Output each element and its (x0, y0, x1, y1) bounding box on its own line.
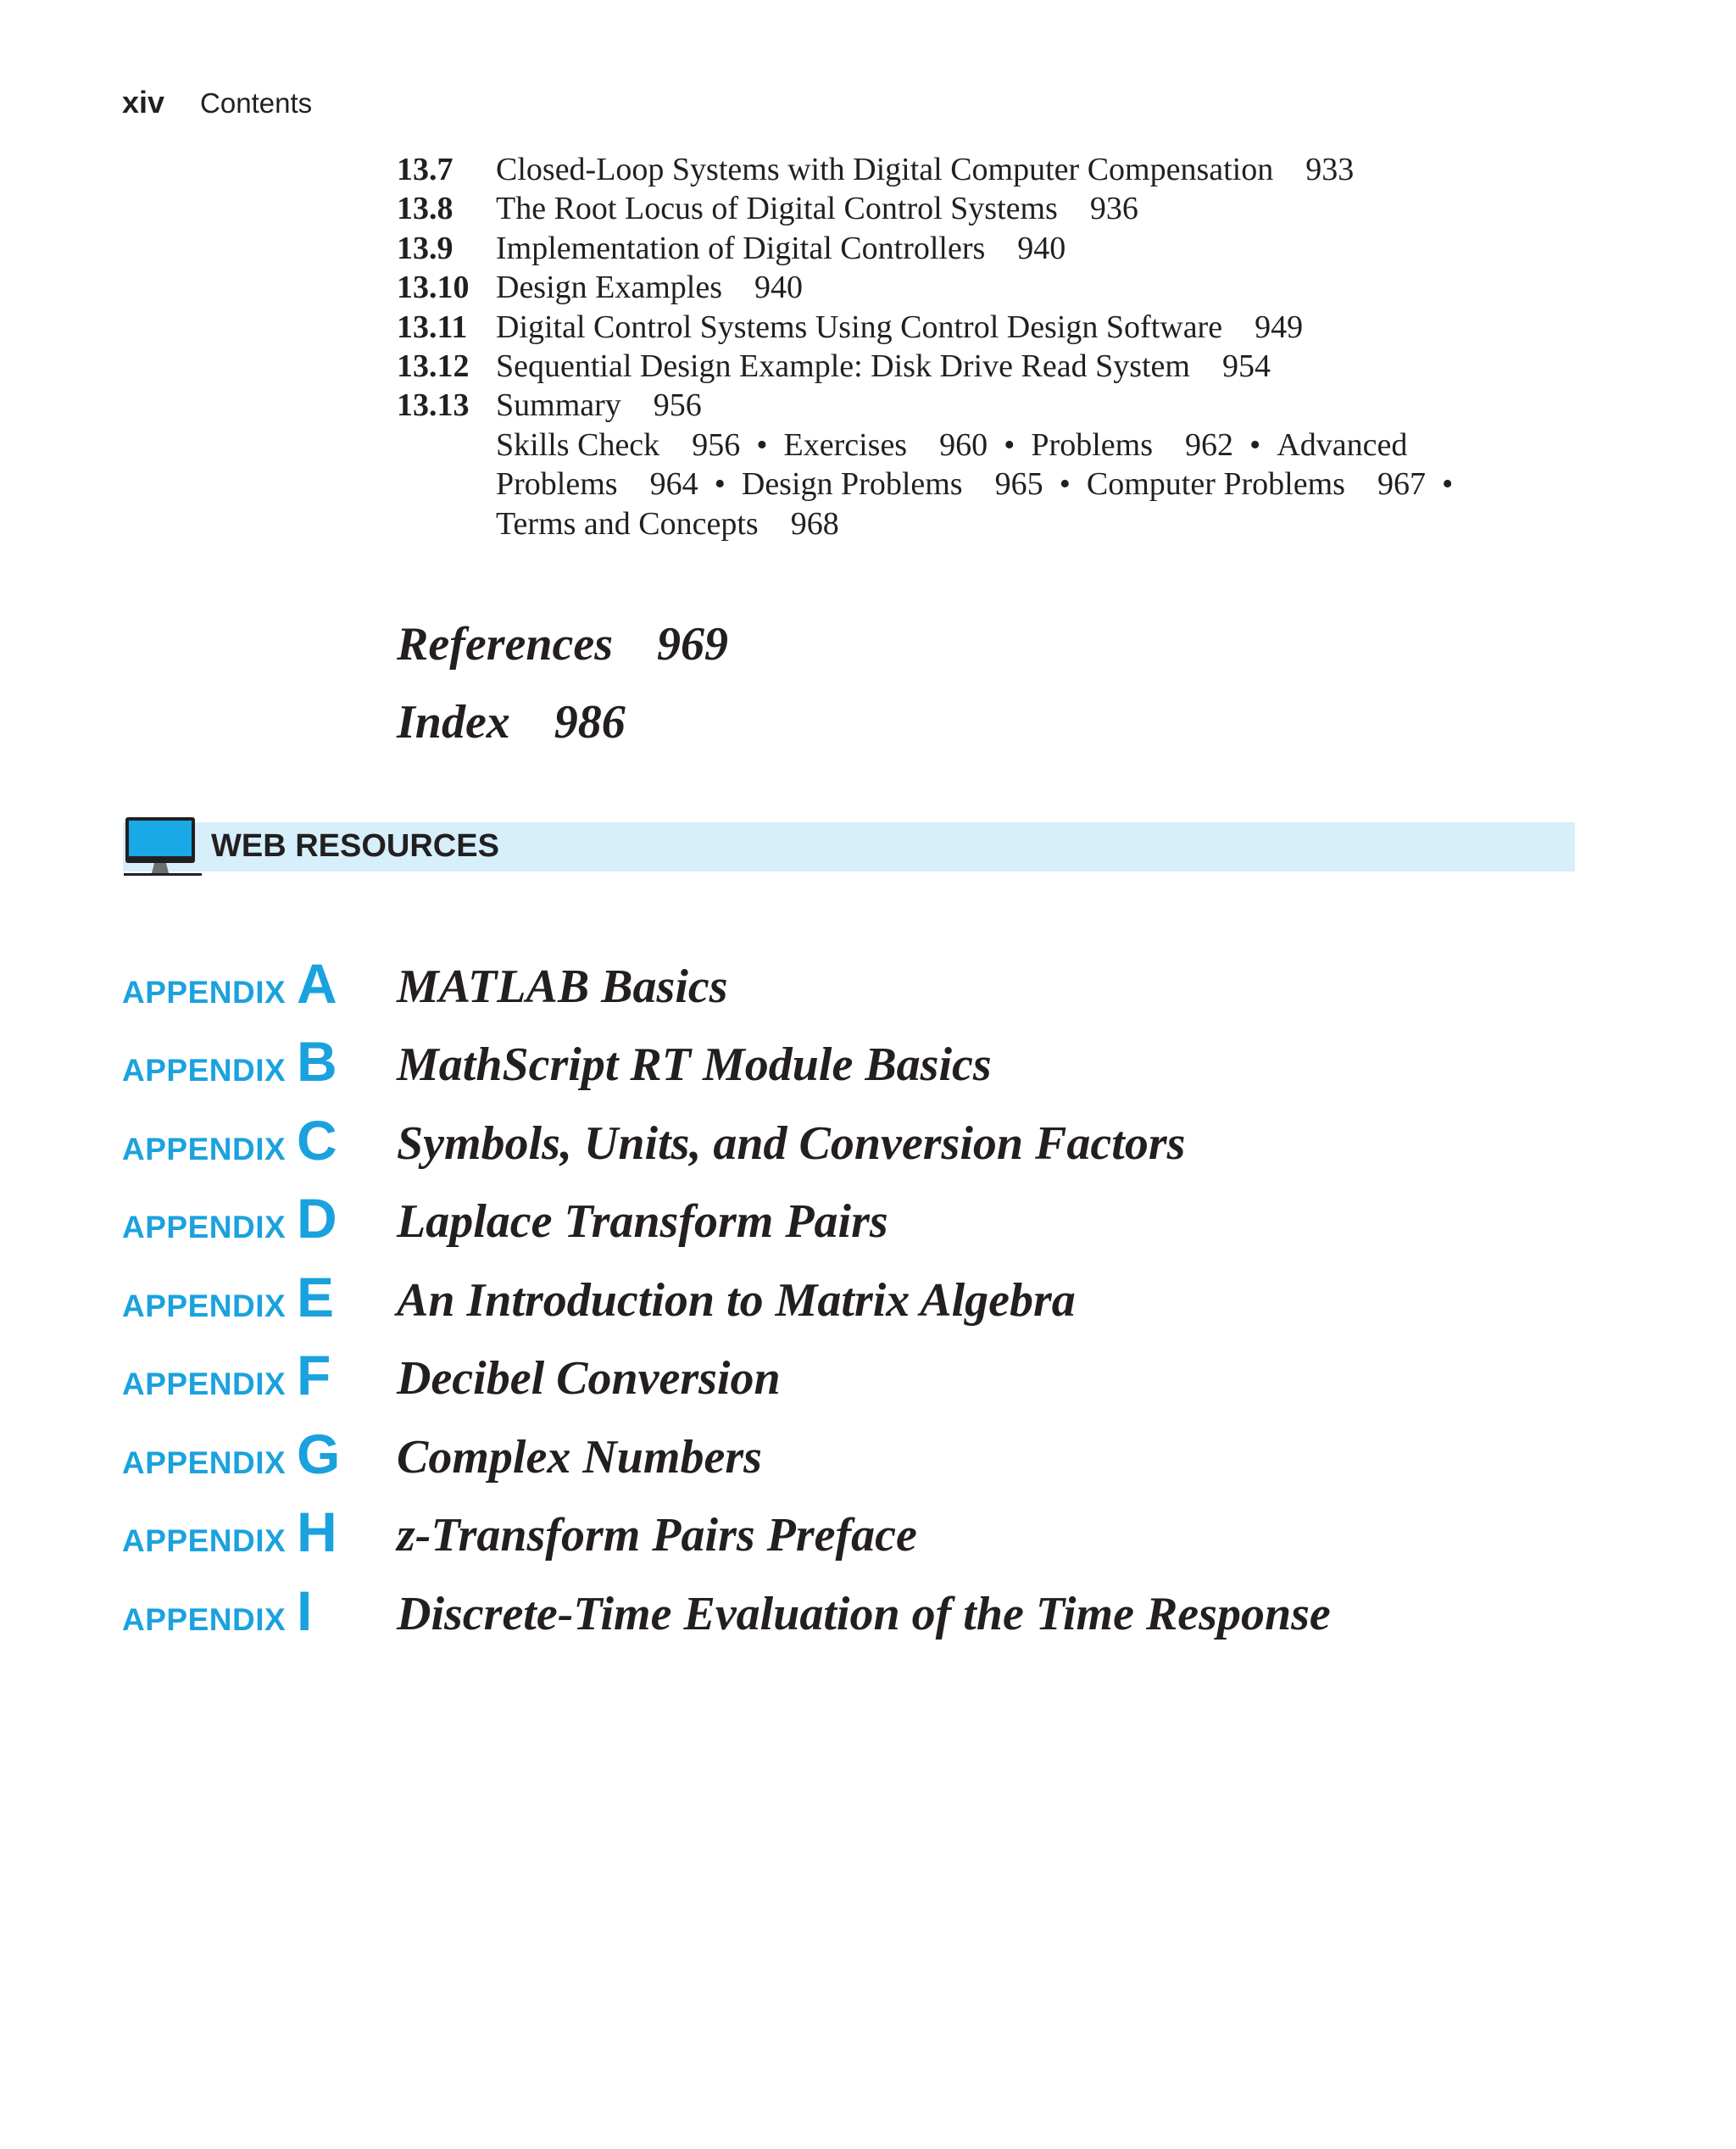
appendix-entry[interactable] (122, 1010, 1648, 1093)
section-title: Summary (496, 387, 621, 424)
appendix-letter: H (297, 1500, 337, 1563)
section-title: Closed-Loop Systems with Digital Computer Compensation (496, 152, 1274, 187)
toc-section-row[interactable] (397, 268, 1469, 307)
end-matter-item[interactable]: Terms and Concepts (496, 505, 759, 542)
section-number: 13.13 (397, 387, 470, 424)
running-head-title: Contents (200, 87, 313, 119)
appendix-title: Symbols, Units, and Conversion Factors (397, 1117, 1186, 1170)
toc-sections (397, 150, 1469, 543)
end-matter-item[interactable]: Computer Problems (1086, 466, 1345, 503)
end-matter-list (397, 426, 1469, 543)
appendix-label: APPENDIX (122, 1523, 287, 1558)
appendix-label: APPENDIX (122, 1053, 287, 1088)
bullet-separator: • (714, 466, 726, 503)
section-number: 13.10 (397, 270, 470, 306)
page-folio: xiv (122, 85, 165, 120)
section-number: 13.7 (397, 152, 453, 187)
appendix-entry[interactable] (122, 1560, 1648, 1642)
bullet-separator: • (1249, 426, 1261, 463)
end-matter-page: 960 (939, 426, 988, 463)
appendix-entry[interactable] (122, 1403, 1648, 1485)
appendix-letter: A (297, 952, 337, 1015)
end-matter-item-continued[interactable]: Problems (496, 466, 618, 503)
section-number: 13.9 (397, 230, 453, 266)
appendix-letter: E (297, 1266, 335, 1328)
web-resources-title: WEB RESOURCES (211, 828, 499, 864)
appendix-letter: I (297, 1579, 313, 1642)
appendix-entry[interactable] (122, 1324, 1648, 1406)
index-page: 986 (554, 696, 626, 749)
appendix-title: MathScript RT Module Basics (397, 1038, 992, 1091)
section-title: Sequential Design Example: Disk Drive Read System (496, 348, 1190, 384)
section-page: 940 (754, 270, 804, 306)
section-number: 13.11 (397, 309, 468, 345)
section-title: Implementation of Digital Controllers (496, 230, 986, 266)
end-matter-page: 962 (1184, 426, 1233, 463)
appendix-entry[interactable] (122, 1246, 1648, 1328)
references-label: References (397, 618, 614, 671)
appendix-entry[interactable] (122, 1481, 1648, 1563)
appendix-label: APPENDIX (122, 1210, 287, 1244)
section-title: Design Examples (496, 270, 723, 306)
end-matter-page: 965 (994, 466, 1043, 503)
appendix-letter: C (297, 1109, 337, 1172)
section-page: 956 (653, 387, 702, 424)
appendix-label: APPENDIX (122, 1367, 287, 1401)
section-page: 936 (1089, 191, 1138, 227)
appendix-label: APPENDIX (122, 1132, 287, 1166)
appendix-label: APPENDIX (122, 1602, 287, 1637)
end-matter-line (496, 504, 1469, 543)
index-label: Index (397, 696, 510, 749)
appendix-letter: B (297, 1030, 337, 1093)
bullet-separator: • (756, 426, 768, 463)
section-page: 940 (1017, 230, 1066, 266)
appendix-entry[interactable] (122, 1089, 1648, 1172)
bullet-separator: • (1059, 466, 1071, 503)
section-page: 933 (1305, 152, 1355, 187)
end-matter-page: 964 (649, 466, 698, 503)
appendix-letter: G (297, 1422, 341, 1485)
toc-section-row[interactable] (397, 150, 1469, 189)
appendix-title: Decibel Conversion (397, 1352, 781, 1405)
end-matter-line (496, 465, 1469, 504)
end-matter-line (496, 426, 1469, 465)
end-matter-item[interactable]: Exercises (783, 426, 908, 463)
appendix-label: APPENDIX (122, 975, 287, 1010)
end-matter-item[interactable]: Design Problems (741, 466, 963, 503)
appendix-letter: F (297, 1344, 331, 1406)
references-page: 969 (657, 618, 729, 671)
section-page: 949 (1255, 309, 1304, 345)
end-matter-item[interactable]: Advanced (1277, 426, 1408, 463)
running-head (122, 85, 312, 120)
appendix-title: Complex Numbers (397, 1431, 762, 1484)
appendix-label: APPENDIX (122, 1289, 287, 1323)
appendix-title: z-Transform Pairs Preface (397, 1509, 917, 1562)
toc-section-row[interactable] (397, 386, 1469, 425)
toc-section-row[interactable] (397, 308, 1469, 347)
appendix-label: APPENDIX (122, 1445, 287, 1480)
references-entry[interactable] (397, 617, 728, 671)
appendix-entry[interactable] (122, 1167, 1648, 1250)
section-page: 954 (1221, 348, 1271, 384)
end-matter-page: 967 (1377, 466, 1426, 503)
appendix-title: An Introduction to Matrix Algebra (397, 1274, 1076, 1327)
bullet-separator: • (1004, 426, 1015, 463)
bullet-separator: • (1441, 466, 1454, 503)
toc-section-row[interactable] (397, 347, 1469, 386)
appendix-letter: D (297, 1187, 337, 1250)
end-matter-page: 956 (692, 426, 741, 463)
section-title: Digital Control Systems Using Control Design Software (496, 309, 1223, 345)
section-number: 13.8 (397, 191, 453, 227)
end-matter-page: 968 (790, 505, 839, 542)
toc-section-row[interactable] (397, 189, 1469, 228)
end-matter-item[interactable]: Problems (1031, 426, 1153, 463)
appendix-title: Laplace Transform Pairs (397, 1195, 888, 1248)
appendix-title: Discrete-Time Evaluation of the Time Response (397, 1588, 1331, 1640)
appendix-title: MATLAB Basics (397, 960, 728, 1013)
section-number: 13.12 (397, 348, 470, 384)
index-entry[interactable] (397, 695, 626, 749)
end-matter-item[interactable]: Skills Check (496, 426, 660, 463)
monitor-icon (124, 816, 202, 882)
appendix-entry[interactable] (122, 933, 1648, 1015)
section-title: The Root Locus of Digital Control Systems (496, 191, 1058, 227)
toc-section-row[interactable] (397, 229, 1469, 268)
